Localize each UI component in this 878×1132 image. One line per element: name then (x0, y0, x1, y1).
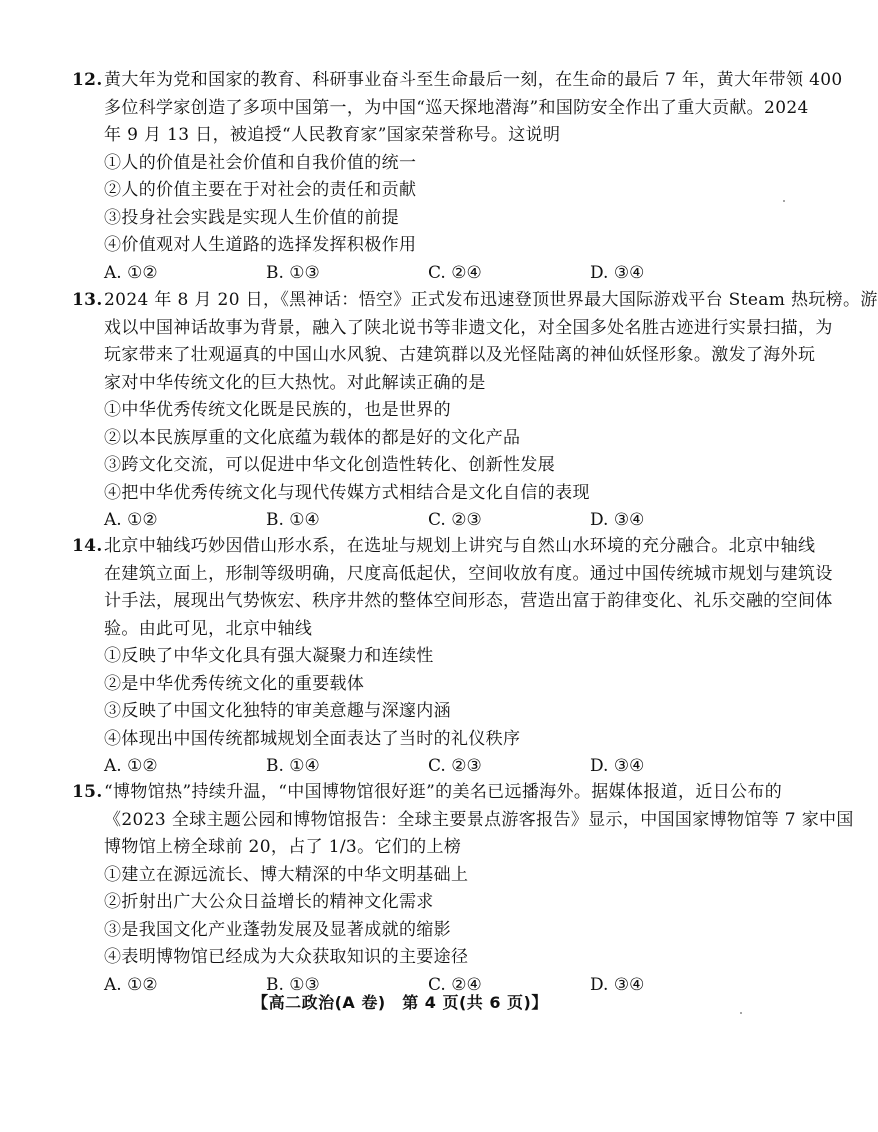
option-c[interactable]: C. ②④ (428, 974, 482, 995)
statement: ①建立在源远流长、博大精深的中华文明基础上 (104, 864, 469, 885)
option-a[interactable]: A. ①② (104, 510, 158, 530)
question-stem-line: 玩家带来了壮观逼真的中国山水风貌、古建筑群以及光怪陆离的神仙妖怪形象。激发了海外玩 (104, 345, 816, 365)
option-c[interactable]: C. ②④ (428, 262, 482, 283)
scan-speck (740, 1012, 742, 1014)
option-c[interactable]: C. ②③ (428, 510, 482, 530)
question-13 (72, 287, 878, 535)
option-b[interactable]: B. ①③ (266, 262, 320, 283)
question-number: 14. (72, 536, 103, 556)
statement: ④表明博物馆已经成为大众获取知识的主要途径 (104, 947, 469, 967)
question-12 (72, 67, 843, 287)
question-stem-line: 年 9 月 13 日，被追授“人民教育家”国家荣誉称号。这说明 (104, 125, 561, 145)
statement: ②人的价值主要在于对社会的责任和贡献 (104, 180, 417, 200)
question-stem-line: 验。由此可见，北京中轴线 (104, 618, 313, 639)
option-d[interactable]: D. ③④ (590, 974, 645, 995)
statement: ①人的价值是社会价值和自我价值的统一 (104, 152, 417, 173)
answer-options (104, 753, 764, 781)
question-number: 15. (72, 782, 103, 802)
statement: ④体现出中国传统都城规划全面表达了当时的礼仪秩序 (104, 728, 521, 749)
statement: ③反映了中国文化独特的审美意趣与深邃内涵 (104, 701, 451, 721)
option-c[interactable]: C. ②③ (428, 756, 482, 776)
question-15 (72, 779, 854, 999)
option-a[interactable]: A. ①② (104, 262, 158, 283)
question-14 (72, 533, 833, 781)
page-footer: 【高二政治(A 卷) 第 4 页(共 6 页)】 (252, 993, 548, 1012)
question-stem-line: 14. 北京中轴线巧妙因借山形水系，在选址与规划上讲究与自然山水环境的充分融合。北京中轴线 (104, 533, 764, 561)
statement: ③投身社会实践是实现人生价值的前提 (104, 207, 399, 228)
statement: ②以本民族厚重的文化底蕴为载体的都是好的文化产品 (104, 427, 521, 448)
option-b[interactable]: B. ①④ (266, 756, 320, 776)
question-stem-line: 在建筑立面上，形制等级明确，尺度高低起伏，空间收放有度。通过中国传统城市规划与建筑设 (104, 563, 833, 584)
answer-options (104, 260, 764, 288)
question-stem-line: 家对中华传统文化的巨大热忱。对此解读正确的是 (104, 372, 486, 393)
scan-speck (783, 200, 785, 202)
option-d[interactable]: D. ③④ (590, 756, 645, 776)
question-stem-line: 多位科学家创造了多项中国第一，为中国“巡天探地潜海”和国防安全作出了重大贡献。2024 (104, 97, 809, 118)
question-stem-line: 《2023 全球主题公园和博物馆报告：全球主要景点游客报告》显示，中国国家博物馆等 7 家中国 (104, 809, 854, 830)
statement: ①反映了中华文化具有强大凝聚力和连续性 (104, 646, 434, 666)
answer-options (104, 507, 764, 535)
option-a[interactable]: A. ①② (104, 756, 158, 776)
question-stem-line: 戏以中国神话故事为背景，融入了陕北说书等非遗文化，对全国多处名胜古迹进行实景扫描，为 (104, 317, 833, 338)
statement: ③是我国文化产业蓬勃发展及显著成就的缩影 (104, 919, 451, 940)
option-d[interactable]: D. ③④ (590, 262, 645, 283)
question-stem-line: 计手法，展现出气势恢宏、秩序井然的整体空间形态，营造出富于韵律变化、礼乐交融的空间体 (104, 591, 833, 611)
question-stem-line: 15. “博物馆热”持续升温，“中国博物馆很好逛”的美名已远播海外。据媒体报道，近日公布的 (104, 779, 764, 807)
option-a[interactable]: A. ①② (104, 974, 158, 995)
question-number: 13. (72, 290, 103, 310)
statement: ②是中华优秀传统文化的重要载体 (104, 673, 365, 694)
statement: ④价值观对人生道路的选择发挥积极作用 (104, 235, 417, 255)
statement: ③跨文化交流，可以促进中华文化创造性转化、创新性发展 (104, 455, 556, 475)
option-b[interactable]: B. ①③ (266, 974, 320, 995)
statement: ②折射出广大公众日益增长的精神文化需求 (104, 892, 434, 912)
statement: ①中华优秀传统文化既是民族的，也是世界的 (104, 400, 451, 420)
question-stem-line: 13. 2024 年 8 月 20 日，《黑神话：悟空》正式发布迅速登顶世界最大国际游戏平台 Steam 热玩榜。游 (104, 287, 764, 315)
question-stem-line: 12. 黄大年为党和国家的教育、科研事业奋斗至生命最后一刻，在生命的最后 7 年，黄大年带领 400 (104, 67, 764, 95)
statement: ④把中华优秀传统文化与现代传媒方式相结合是文化自信的表现 (104, 482, 590, 503)
question-number: 12. (72, 70, 103, 90)
question-stem-line: 博物馆上榜全球前 20，占了 1/3。它们的上榜 (104, 837, 462, 857)
option-b[interactable]: B. ①④ (266, 510, 320, 530)
option-d[interactable]: D. ③④ (590, 510, 645, 530)
